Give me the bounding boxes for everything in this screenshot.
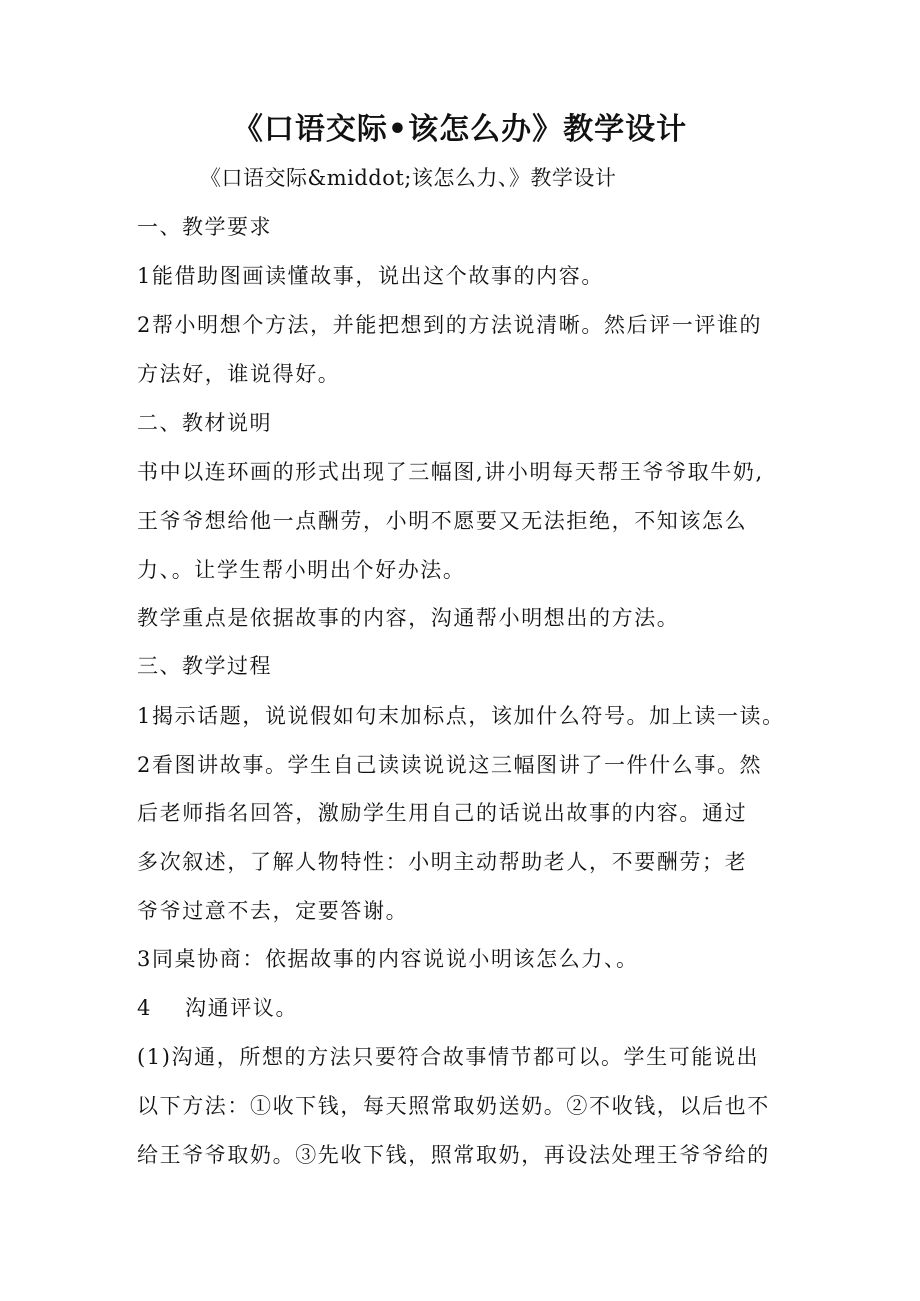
paragraph-line: 书中以连环画的形式出现了三幅图,讲小明每天帮王爷爷取牛奶, — [137, 460, 764, 484]
document-subtitle: 《口语交际&middot;该怎么力、》教学设计 — [200, 166, 617, 190]
paragraph-line: 1揭示话题，说说假如句末加标点，该加什么符号。加上读一读。 — [137, 704, 785, 728]
paragraph-line: 4 沟通评议。 — [137, 996, 299, 1020]
paragraph-line: 3同桌协商：依据故事的内容说说小明该怎么力、。 — [137, 947, 639, 971]
paragraph-line: 王爷爷想给他一点酬劳，小明不愿要又无法拒绝，不知该怎么 — [137, 509, 748, 533]
paragraph-line: 教学重点是依据故事的内容，沟通帮小明想出的方法。 — [137, 606, 680, 630]
paragraph-line: 给王爷爷取奶。③先收下钱，照常取奶，再设法处理王爷爷给的 — [137, 1143, 770, 1167]
paragraph-line: 力、。让学生帮小明出个好办法。 — [137, 558, 466, 582]
document-title: 《口语交际•该怎么办》教学设计 — [232, 112, 688, 147]
paragraph-line: 2看图讲故事。学生自己读读说说这三幅图讲了一件什么事。然 — [137, 753, 763, 777]
section-heading-process: 三、教学过程 — [137, 654, 272, 678]
paragraph-line: 方法好，谁说得好。 — [137, 362, 341, 386]
section-heading-requirements: 一、教学要求 — [137, 215, 272, 239]
paragraph-line: (1)沟通，所想的方法只要符合故事情节都可以。学生可能说出 — [137, 1045, 760, 1069]
section-heading-materials: 二、教材说明 — [137, 411, 272, 435]
paragraph-line: 2帮小明想个方法，并能把想到的方法说清晰。然后评一评谁的 — [137, 313, 763, 337]
paragraph-line: 爷爷过意不去，定要答谢。 — [137, 899, 409, 923]
paragraph-line: 1能借助图画读懂故事，说出这个故事的内容。 — [137, 264, 604, 288]
paragraph-line: 后老师指名回答，激励学生用自己的话说出故事的内容。通过 — [137, 801, 748, 825]
paragraph-line: 以下方法：①收下钱，每天照常取奶送奶。②不收钱，以后也不 — [137, 1094, 770, 1118]
paragraph-line: 多次叙述，了解人物特性：小明主动帮助老人，不要酬劳；老 — [137, 850, 748, 874]
